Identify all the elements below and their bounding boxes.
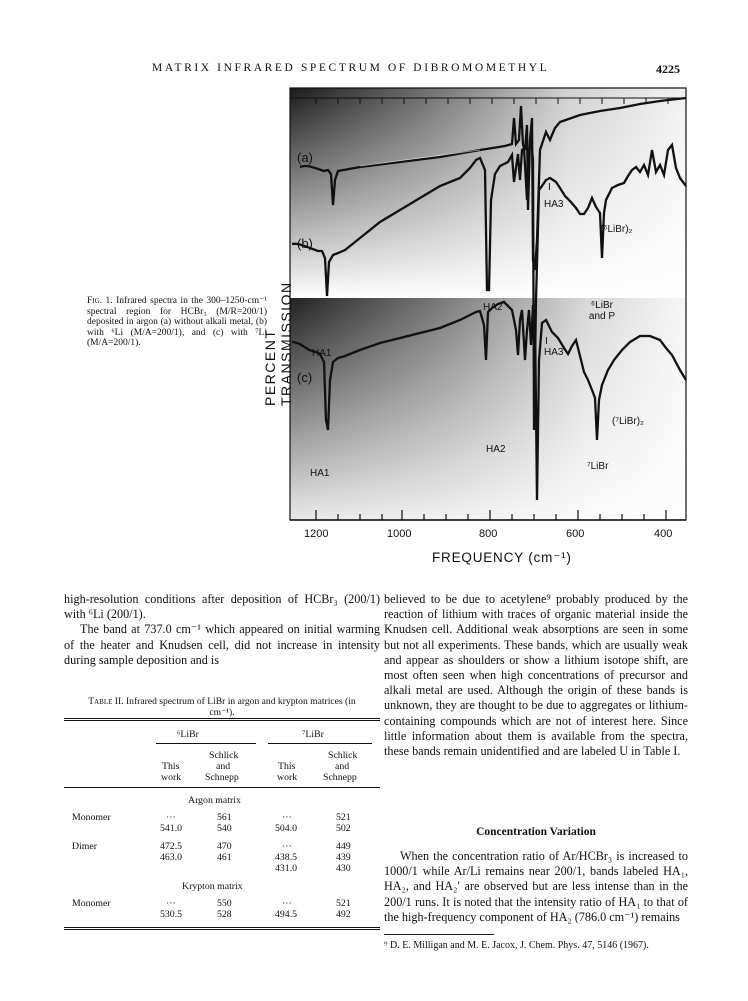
kr-mono-a4: 521 — [336, 898, 351, 909]
ar-dimer-a1: 472.5 — [160, 841, 183, 852]
figure-caption-text: Infrared spectra in the 300–1250-cm⁻¹ spectral region for HCBr₃ (M/R=200/1) deposited in argon (a) without alkali metal, (b) with ⁶Li (M/A=200/1), and (c) with ⁷Li (M/A=200/1). — [87, 296, 267, 349]
subheader-this-2b: work — [277, 772, 298, 783]
table-caption-prefix: Table II. — [88, 696, 124, 707]
band-label-c-ha2: HA2 — [486, 444, 506, 455]
trace-label-c: (c) — [297, 370, 313, 385]
band-label-b-6libr-p: ⁶LiBr and P — [588, 300, 616, 322]
band-label-c-7libr: ⁷LiBr — [587, 461, 609, 472]
subheader-this-2: work — [161, 772, 182, 783]
header-bottom-rule — [64, 787, 380, 788]
trace-label-a: (a) — [297, 150, 313, 165]
running-title: MATRIX INFRARED SPECTRUM OF DIBROMOMETHYL — [152, 62, 550, 74]
row-label-argon-monomer: Monomer — [72, 812, 111, 823]
subheader-schlick-1: Schlick — [209, 750, 239, 761]
ar-dimer-b4: 439 — [336, 852, 351, 863]
subheader-schlick-3: Schnepp — [205, 772, 239, 783]
table-ii — [64, 718, 380, 983]
band-label-b-ha3: HA3 — [544, 199, 564, 210]
subheader-schlick-2: and — [216, 761, 231, 772]
kr-mono-a1: ··· — [166, 898, 176, 909]
ar-mono-a3: ··· — [282, 812, 292, 823]
right-column-lower — [384, 849, 688, 925]
band-label-c-7libr2: (⁷LiBr)₂ — [612, 416, 644, 427]
kr-mono-a2: 550 — [217, 898, 232, 909]
row-label-argon-dimer: Dimer — [72, 841, 98, 852]
kr-mono-b3: 494.5 — [275, 909, 298, 920]
ar-mono-a4: 521 — [336, 812, 351, 823]
subheader-this-1: This — [162, 761, 180, 772]
band-label-b-6libr2: (⁶LiBr)₂ — [600, 224, 633, 235]
figure-caption-prefix: Fig. 1. — [87, 296, 113, 306]
band-label-b-ha2: HA2 — [483, 302, 503, 313]
band-label-c-ha1: HA1 — [310, 468, 330, 479]
right-paragraph-1: believed to be due to acetylene⁹ probably produced by the reaction of lithium with traces of organic material inside the Knudsen cell. Additional weak absorptions are seen in some but not all experiments. These bands, which are usually weak and appear as shoulders or show a lithium isotope shift, are most often seen when high concentrations of precursor and alkali metal are used. Although the origin of these bands is unknown, they are thought to be due to aggregates or lithium-containing compounds which are not of interest here. Since little information about them is available from the spectra, these bands remain unidentified and are labeled U in Table I. — [384, 592, 688, 759]
figure-caption — [87, 296, 267, 349]
ar-dimer-c4: 430 — [336, 863, 351, 874]
left-paragraph-2: The band at 737.0 cm⁻¹ which appeared on initial warming of the heater and Knudsen cell, did not increase in intensity during sample deposition and is — [64, 622, 380, 667]
plot-shading-top-fade — [290, 88, 686, 298]
ar-dimer-a2: 470 — [217, 841, 232, 852]
right-column — [384, 592, 688, 759]
krypton-section-head: Krypton matrix — [182, 881, 243, 892]
table-bottom-rule — [64, 927, 380, 930]
section-heading: Concentration Variation — [476, 826, 596, 838]
ar-mono-a2: 561 — [217, 812, 232, 823]
ar-mono-a1: ··· — [166, 812, 176, 823]
ar-mono-b4: 502 — [336, 823, 351, 834]
group-rule-7 — [268, 743, 372, 744]
kr-mono-a3: ··· — [282, 898, 292, 909]
trace-label-b: (b) — [297, 236, 313, 251]
table-caption-text: Infrared spectrum of LiBr in argon and krypton matrices (in cm⁻¹). — [125, 696, 356, 718]
footnote: ⁹ D. E. Milligan and M. E. Jacox, J. Chem. Phys. 47, 5146 (1967). — [384, 940, 649, 951]
argon-section-head: Argon matrix — [188, 795, 241, 806]
ar-dimer-b1: 463.0 — [160, 852, 183, 863]
kr-mono-b1: 530.5 — [160, 909, 183, 920]
kr-mono-b4: 492 — [336, 909, 351, 920]
ar-mono-b1: 541.0 — [160, 823, 183, 834]
page-number: 4225 — [656, 62, 680, 76]
tick-label-400: 400 — [654, 528, 673, 540]
group-header-6libr: ⁶LiBr — [177, 729, 199, 740]
tick-label-1200: 1200 — [304, 528, 329, 540]
subheader-schlick-3b: Schnepp — [323, 772, 357, 783]
right-paragraph-2: When the concentration ratio of Ar/HCBr₃ is increased to 1000/1 while Ar/Li remains near 200/1, bands labeled HA₁, HA₂, and HA₂′ are observed but are less intense than in the 200/1 runs. It is noted that the intensity ratio of HA₁ to that of the high-frequency component of HA₂ (786.0 cm⁻¹) remains — [384, 849, 688, 924]
left-paragraph-1: high-resolution conditions after deposition of HCBr₃ (200/1) with ⁶Li (200/1). — [64, 592, 380, 622]
ar-mono-b3: 504.0 — [275, 823, 298, 834]
subheader-schlick-1b: Schlick — [328, 750, 358, 761]
y-axis-label: PERCENT TRANSMISSION — [262, 281, 294, 406]
ar-mono-b2: 540 — [217, 823, 232, 834]
band-label-b-i: I — [548, 182, 551, 193]
subheader-this-1b: This — [278, 761, 296, 772]
tick-label-800: 800 — [479, 528, 498, 540]
group-rule-6 — [156, 743, 256, 744]
band-label-mid-ha3: HA3 — [544, 347, 564, 358]
group-header-7libr: ⁷LiBr — [302, 729, 324, 740]
left-column — [64, 592, 380, 668]
subheader-schlick-2b: and — [335, 761, 350, 772]
tick-label-600: 600 — [566, 528, 585, 540]
kr-mono-b2: 528 — [217, 909, 232, 920]
ar-dimer-c3: 431.0 — [275, 863, 298, 874]
row-label-krypton-monomer: Monomer — [72, 898, 111, 909]
footnote-rule — [384, 934, 494, 935]
ar-dimer-a4: 449 — [336, 841, 351, 852]
band-label-b-ha1: HA1 — [312, 348, 332, 359]
band-label-mid-i: I — [545, 336, 548, 347]
ar-dimer-b2: 461 — [217, 852, 232, 863]
running-head — [0, 62, 748, 78]
table-caption — [64, 697, 380, 718]
ar-dimer-a3: ··· — [282, 841, 292, 852]
tick-label-1000: 1000 — [387, 528, 412, 540]
x-axis-label: FREQUENCY (cm⁻¹) — [432, 550, 572, 565]
ar-dimer-b3: 438.5 — [275, 852, 298, 863]
